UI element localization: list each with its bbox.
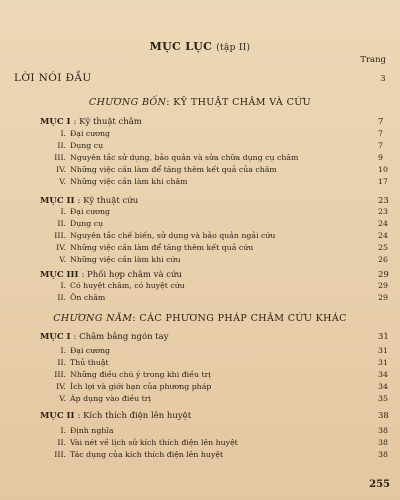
toc-item-title: Đại cương <box>70 346 111 355</box>
toc-item-number: II. <box>57 219 66 228</box>
toc-item-title: Dụng cụ <box>70 141 104 150</box>
section-title: : Châm bằng ngón tay <box>73 332 169 342</box>
toc-item-title: Những việc cần làm để tăng thêm kết quả cứu <box>70 243 254 252</box>
toc-item-title: Có huyệt châm, có huyệt cứu <box>70 281 185 290</box>
section-title: : Kỹ thuật châm <box>73 117 142 127</box>
toc-item-title: Định nghĩa <box>70 426 114 435</box>
toc-item-page: 10 <box>378 165 388 174</box>
toc-item-page: 25 <box>378 243 388 252</box>
toc-item-number: II. <box>57 141 66 150</box>
toc-item-page: 24 <box>378 231 388 240</box>
preface-entry <box>14 72 386 84</box>
chapter-title: : KỸ THUẬT CHÂM VÀ CỨU <box>166 97 312 108</box>
toc-item-page: 31 <box>378 346 388 355</box>
chapter-label: CHƯƠNG BỐN <box>88 97 167 108</box>
toc-item-title: Vài nét về lịch sử kích thích điện lên huyệt <box>70 438 238 447</box>
section-page: 29 <box>378 270 389 280</box>
section-heading <box>40 117 400 127</box>
section-heading <box>40 270 400 280</box>
section-page: 23 <box>378 196 389 206</box>
toc-item-number: IV. <box>56 243 66 252</box>
toc-item-title: Đại cương <box>70 129 111 138</box>
toc-item-title: Đại cương <box>70 207 111 216</box>
toc-item-title: Ích lợi và giới hạn của phương pháp <box>70 382 212 391</box>
toc-item-title: Nguyên tắc sử dụng, bảo quản và sửa chữa dụng cụ châm <box>70 153 299 162</box>
toc-item-title: Những việc cần làm khi châm <box>70 177 188 186</box>
chapter-title: : CÁC PHƯƠNG PHÁP CHÂM CỨU KHÁC <box>132 313 347 324</box>
section-heading <box>40 411 400 421</box>
toc-item-number: I. <box>60 426 66 435</box>
section-heading <box>40 196 400 206</box>
toc-item-number: I. <box>60 207 66 216</box>
section-label: MỤC III <box>40 270 79 280</box>
toc-item-number: II. <box>57 293 66 302</box>
section-title: : Phối hợp châm và cứu <box>81 270 182 280</box>
section-label: MỤC I <box>40 332 71 342</box>
toc-item-title: Những việc cần làm để tăng thêm kết quả của châm <box>70 165 277 174</box>
toc-item-title: Những việc cần làm khi cứu <box>70 255 181 264</box>
toc-item-number: V. <box>59 394 66 403</box>
toc-item-page: 34 <box>378 370 388 379</box>
section-page: 7 <box>378 117 384 127</box>
preface-label: LỜI NÓI ĐẦU <box>14 72 92 84</box>
toc-item-number: I. <box>60 129 66 138</box>
chapter-label: CHƯƠNG NĂM <box>53 313 133 324</box>
toc-item-page: 17 <box>378 177 388 186</box>
toc-item-title: Nguyên tắc chế biến, sử dụng và bảo quản ngải cứu <box>70 231 276 240</box>
toc-item-page: 35 <box>378 394 388 403</box>
toc-item-number: III. <box>54 370 66 379</box>
section-label: MỤC II <box>40 411 75 421</box>
toc-item-number: III. <box>54 153 66 162</box>
page-title <box>0 40 400 53</box>
toc-item-title: Ôn châm <box>70 293 106 302</box>
toc-item-page: 34 <box>378 382 388 391</box>
toc-item-page: 38 <box>378 450 388 459</box>
toc-item-number: III. <box>54 450 66 459</box>
toc-item-number: I. <box>60 346 66 355</box>
toc-item-page: 38 <box>378 438 388 447</box>
section-heading <box>40 332 400 342</box>
toc-item-title: Thủ thuật <box>70 358 109 367</box>
section-page: 38 <box>378 411 389 421</box>
section-label: MỤC I <box>40 117 71 127</box>
toc-item-page: 38 <box>378 426 388 435</box>
toc-item-number: IV. <box>56 165 66 174</box>
toc-item-title: Áp dụng vào điều trị <box>70 394 151 403</box>
toc-item-title: Những điều chú ý trong khi điều trị <box>70 370 211 379</box>
title-subtitle: (tập II) <box>216 43 251 53</box>
toc-item-page: 7 <box>378 129 383 138</box>
toc-item-page: 31 <box>378 358 388 367</box>
title-text: MỤC LỤC <box>149 40 213 53</box>
toc-item-number: IV. <box>56 382 66 391</box>
section-title: : Kích thích điện lên huyệt <box>77 411 192 421</box>
toc-item-number: II. <box>57 438 66 447</box>
toc-item-page: 9 <box>378 153 383 162</box>
toc-item-page: 7 <box>378 141 383 150</box>
preface-page: 3 <box>380 74 386 83</box>
toc-item-number: III. <box>54 231 66 240</box>
toc-item-page: 29 <box>378 281 388 290</box>
page-column-header: Trang <box>360 55 386 65</box>
toc-item-page: 24 <box>378 219 388 228</box>
section-label: MỤC II <box>40 196 75 206</box>
toc-item-number: V. <box>59 255 66 264</box>
toc-item-number: II. <box>57 358 66 367</box>
toc-item-page: 29 <box>378 293 388 302</box>
toc-item-number: I. <box>60 281 66 290</box>
toc-item-title: Tác dụng của kích thích điện lên huyệt <box>70 450 224 459</box>
section-title: : Kỹ thuật cứu <box>77 196 139 206</box>
toc-item-page: 26 <box>378 255 388 264</box>
chapter5-heading <box>0 313 400 324</box>
toc-item-number: V. <box>59 177 66 186</box>
section-page: 31 <box>378 332 389 342</box>
page-number: 255 <box>369 479 390 490</box>
toc-item-title: Dụng cụ <box>70 219 104 228</box>
toc-item-page: 23 <box>378 207 388 216</box>
chapter4-heading <box>0 97 400 108</box>
